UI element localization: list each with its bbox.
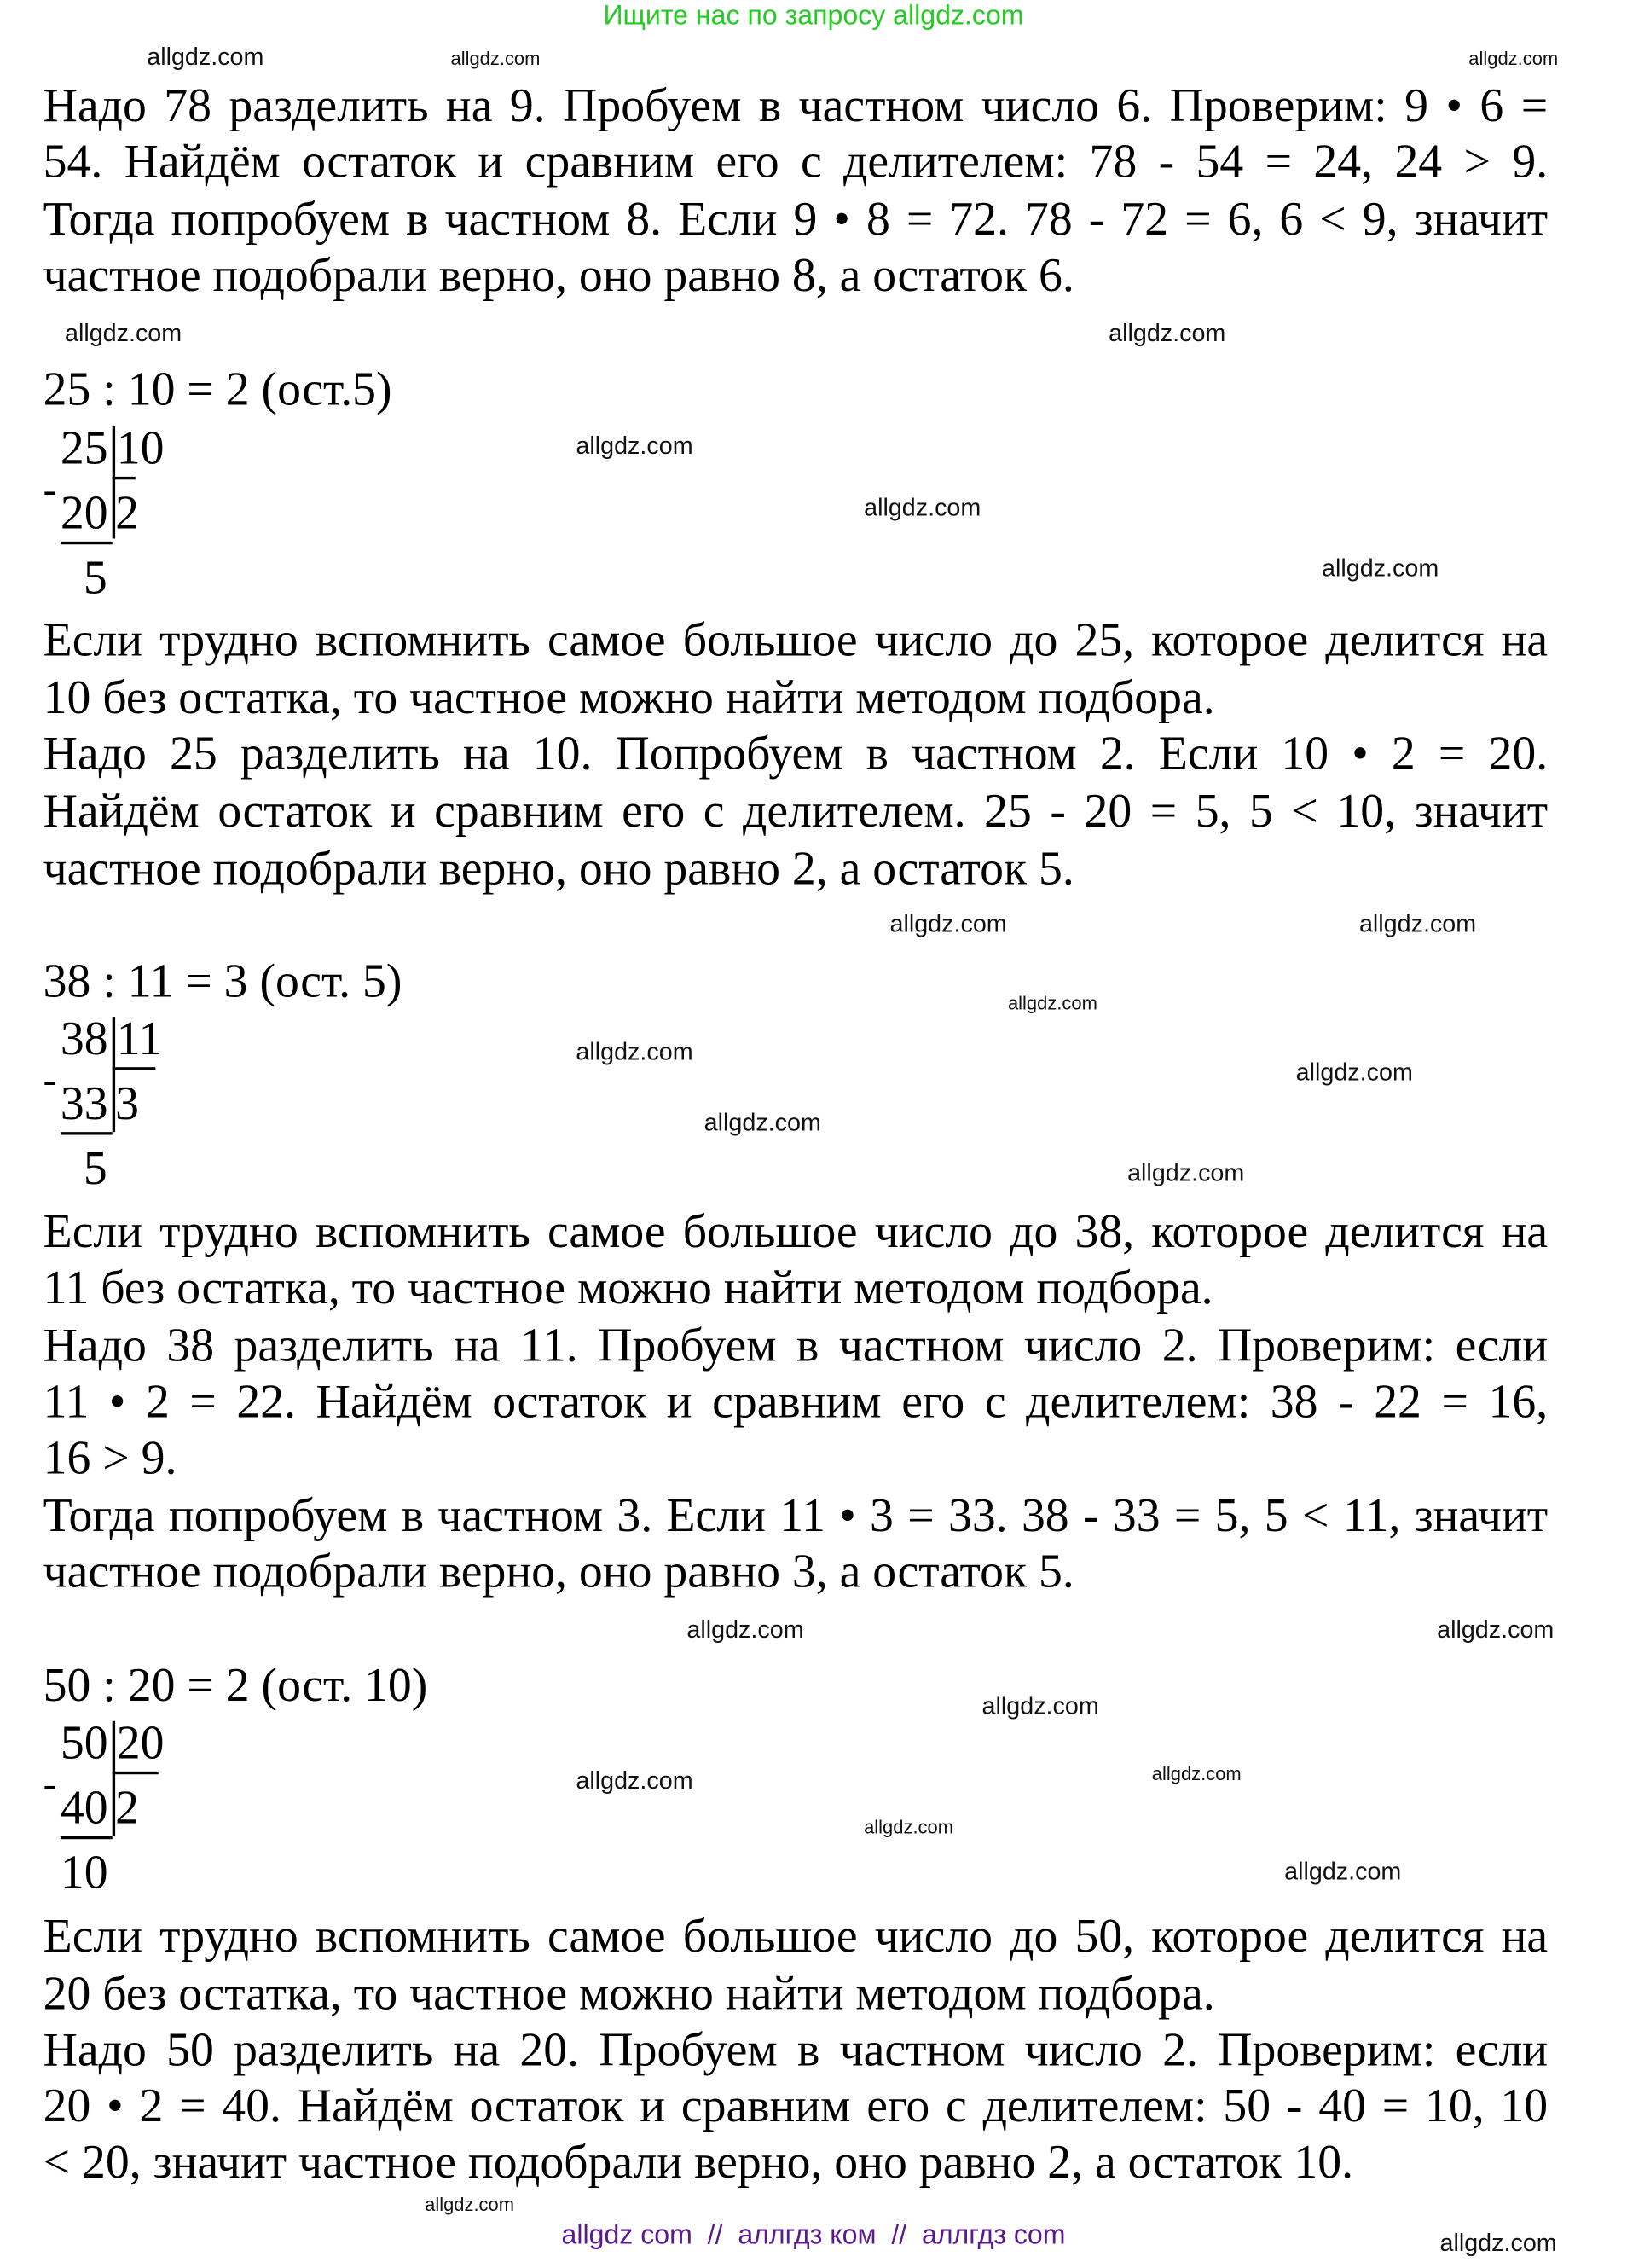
text-line: 20 без остатка, то частное можно найти методом подбора.: [43, 1969, 1215, 2021]
watermark: allgdz.com: [1295, 1059, 1413, 1087]
watermark: allgdz.com: [147, 43, 264, 71]
watermark: allgdz.com: [686, 1615, 804, 1644]
watermark: allgdz.com: [1284, 1858, 1402, 1886]
watermark: allgdz.com: [1468, 47, 1559, 70]
text-line: 11 • 2 = 22. Найдём остаток и сравним его с делителем: 38 - 22 = 16,: [43, 1377, 1549, 1429]
division-bar: [113, 1017, 115, 1132]
watermark: allgdz.com: [576, 1038, 693, 1066]
watermark: allgdz.com: [1437, 1615, 1555, 1644]
text-line: частное подобрали верно, оно равно 3, а остаток 5.: [43, 1546, 1074, 1599]
watermark: allgdz.com: [450, 47, 541, 70]
text-line: 20 • 2 = 40. Найдём остаток и сравним его с делителем: 50 - 40 = 10, 10: [43, 2080, 1549, 2133]
minus-sign: -: [43, 1059, 57, 1104]
quotient: 2: [115, 488, 139, 541]
text-line: 16 > 9.: [43, 1433, 177, 1485]
product-underline: [61, 1132, 113, 1134]
text-line: Найдём остаток и сравним его с делителем. 25 - 20 = 5, 5 < 10, значит: [43, 786, 1549, 838]
minus-sign: -: [43, 1762, 57, 1808]
divisor-underline: [113, 477, 136, 479]
remainder: 10: [60, 1847, 108, 1900]
text-line: 11 без остатка, то частное можно найти методом подбора.: [43, 1262, 1213, 1315]
text-line: < 20, значит частное подобрали верно, оно равно 2, а остаток 10.: [43, 2137, 1354, 2190]
text-line: Если трудно вспомнить самое большое число до 25, которое делится на: [43, 614, 1549, 667]
watermark: allgdz.com: [889, 910, 1007, 938]
footer-links[interactable]: allgdz com // аллгдз ком // аллгдз com: [561, 2220, 1066, 2252]
watermark: allgdz.com: [864, 1816, 954, 1838]
product: 40: [60, 1783, 108, 1836]
watermark: allgdz.com: [1127, 1159, 1245, 1187]
watermark: allgdz.com: [1007, 992, 1097, 1014]
watermark: allgdz.com: [1439, 2229, 1557, 2257]
text-line: 10 без остатка, то частное можно найти методом подбора.: [43, 672, 1215, 725]
watermark: allgdz.com: [864, 494, 981, 522]
remainder: 5: [83, 553, 107, 606]
text-line: Если трудно вспомнить самое большое число до 38, которое делится на: [43, 1206, 1549, 1259]
divisor-underline: [113, 1067, 156, 1070]
dividend: 25: [60, 423, 108, 476]
text-line: Тогда попробуем в частном 8. Если 9 • 8 = 72. 78 - 72 = 6, 6 < 9, значит: [43, 194, 1549, 247]
division-bar: [113, 426, 115, 539]
equation: 25 : 10 = 2 (ост.5): [43, 364, 392, 416]
watermark: allgdz.com: [425, 2193, 515, 2215]
remainder: 5: [83, 1143, 107, 1196]
product: 33: [60, 1078, 108, 1131]
watermark: allgdz.com: [1322, 554, 1439, 583]
text-line: частное подобрали верно, оно равно 8, а остаток 6.: [43, 250, 1074, 303]
watermark: allgdz.com: [576, 1766, 693, 1795]
watermark: allgdz.com: [981, 1691, 1099, 1720]
quotient: 2: [115, 1783, 139, 1836]
watermark: allgdz.com: [1109, 319, 1226, 347]
equation: 38 : 11 = 3 (ост. 5): [43, 956, 402, 1008]
divisor-underline: [113, 1772, 159, 1774]
divisor: 20: [116, 1718, 165, 1771]
product-underline: [61, 542, 113, 544]
text-line: Надо 50 разделить на 20. Пробуем в частном число 2. Проверим: если: [43, 2025, 1549, 2077]
divisor: 11: [116, 1013, 163, 1066]
text-line: частное подобрали верно, оно равно 2, а остаток 5.: [43, 844, 1074, 896]
watermark: allgdz.com: [1358, 910, 1477, 938]
text-line: 54. Найдём остаток и сравним его с делителем: 78 - 54 = 24, 24 > 9.: [43, 136, 1549, 189]
quotient: 3: [115, 1078, 139, 1131]
watermark: allgdz.com: [703, 1109, 821, 1137]
watermark: allgdz.com: [576, 432, 693, 460]
minus-sign: -: [43, 467, 57, 513]
dividend: 38: [60, 1013, 108, 1066]
product-underline: [61, 1836, 113, 1839]
watermark: allgdz.com: [1151, 1762, 1242, 1785]
text-line: Надо 38 разделить на 11. Пробуем в частном число 2. Проверим: если: [43, 1320, 1549, 1373]
dividend: 50: [60, 1718, 108, 1771]
text-line: Если трудно вспомнить самое большое число до 50, которое делится на: [43, 1911, 1549, 1963]
product: 20: [60, 488, 108, 541]
equation: 50 : 20 = 2 (ост. 10): [43, 1660, 428, 1713]
divisor: 10: [116, 423, 165, 476]
header-link[interactable]: Ищите нас по запросу allgdz.com: [603, 1, 1024, 32]
text-line: Надо 78 разделить на 9. Пробуем в частном число 6. Проверим: 9 • 6 =: [43, 80, 1549, 133]
watermark: allgdz.com: [64, 319, 182, 347]
text-line: Надо 25 разделить на 10. Попробуем в частном 2. Если 10 • 2 = 20.: [43, 728, 1549, 781]
text-line: Тогда попробуем в частном 3. Если 11 • 3 = 33. 38 - 33 = 5, 5 < 11, значит: [43, 1490, 1549, 1543]
division-bar: [113, 1721, 115, 1836]
